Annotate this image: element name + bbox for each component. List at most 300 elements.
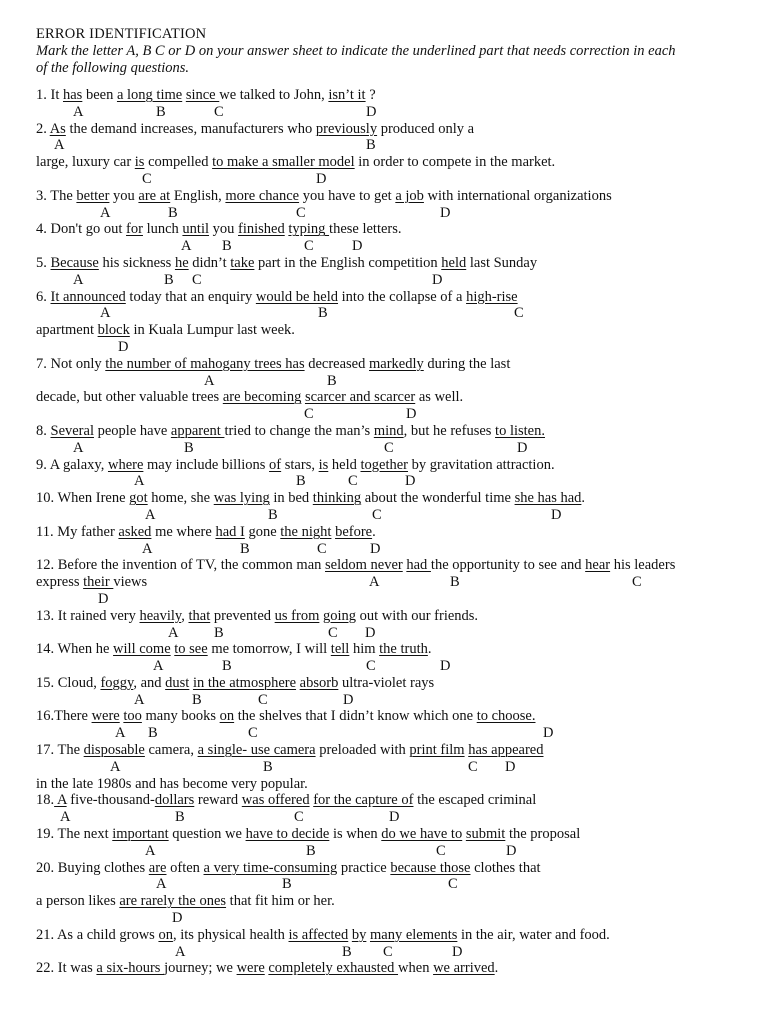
answer-letter-c: C	[294, 809, 304, 826]
answer-letters	[36, 574, 752, 591]
answer-letter-a: A	[369, 574, 380, 591]
answer-letter-a: A	[142, 540, 153, 557]
answer-letter-d: D	[406, 406, 417, 423]
question-18	[36, 792, 752, 809]
question-text: you	[209, 221, 239, 238]
answer-letter-c: C	[192, 271, 202, 288]
underlined-part: submit	[465, 826, 506, 843]
answer-letter-d: D	[440, 204, 451, 221]
answer-letter-a: A	[73, 103, 84, 120]
question-text: 8.	[36, 422, 51, 439]
answer-letter-d: D	[543, 725, 554, 742]
underlined-part: had	[406, 557, 431, 574]
question-text: may include billions	[143, 456, 270, 473]
answer-letter-d: D	[440, 658, 451, 675]
answer-letter-a: A	[204, 372, 215, 389]
answer-letter-a: A	[134, 691, 145, 708]
question-text: about the wonderful time	[361, 490, 515, 507]
answer-letter-c: C	[304, 406, 314, 423]
underlined-part: their	[83, 574, 114, 591]
underlined-part: a six-hours	[96, 960, 165, 977]
question-text: gone	[244, 523, 281, 540]
question-text: in order to compete in the market.	[354, 154, 556, 171]
answer-letters	[36, 272, 752, 289]
question-7	[36, 356, 752, 373]
answer-letter-c: C	[348, 473, 358, 490]
question-text: 20. Buying clothes	[36, 859, 149, 876]
underlined-part: a single- use camera	[197, 742, 316, 759]
answer-letters	[36, 625, 752, 642]
question-text: with international organizations	[423, 187, 612, 204]
question-text: into the collapse of a	[338, 288, 467, 305]
question-text: reward	[194, 792, 242, 809]
underlined-part: are	[148, 859, 167, 876]
question-12	[36, 557, 752, 574]
question-text: 10. When Irene	[36, 490, 130, 507]
answer-letter-c: C	[632, 574, 642, 591]
answer-letter-b: B	[184, 439, 194, 456]
answer-letter-c: C	[514, 305, 524, 322]
underlined-part: do we have to	[381, 826, 463, 843]
answer-letter-d: D	[98, 590, 109, 607]
answer-letter-d: D	[452, 943, 463, 960]
answer-letter-b: B	[175, 809, 185, 826]
question-text: in the air, water and food.	[457, 926, 610, 943]
answer-letter-b: B	[296, 473, 306, 490]
answer-letter-c: C	[296, 204, 306, 221]
question-text: the shelves that I didn’t know which one	[234, 708, 477, 725]
question-text: ?	[365, 87, 376, 103]
underlined-part: block	[97, 322, 130, 339]
underlined-part: on	[158, 926, 173, 943]
question-text: 17. The	[36, 742, 84, 759]
answer-letter-d: D	[389, 809, 400, 826]
underlined-part: foggy	[100, 674, 134, 691]
underlined-part: typing	[288, 221, 330, 238]
question-21	[36, 927, 752, 944]
question-text: decreased	[304, 355, 369, 372]
underlined-part: It announced	[50, 288, 126, 305]
answer-letter-b: B	[327, 372, 337, 389]
question-text: camera,	[144, 742, 198, 759]
answer-letter-c: C	[328, 624, 338, 641]
question-text: tried to change the man’s	[224, 422, 374, 439]
underlined-part: was lying	[213, 490, 270, 507]
underlined-part: got	[129, 490, 148, 507]
question-5	[36, 255, 752, 272]
question-text: large, luxury car	[36, 154, 135, 171]
underlined-part: for the capture of	[313, 792, 414, 809]
underlined-part: has appeared	[468, 742, 544, 759]
question-text: 1. It	[36, 87, 63, 103]
answer-letters	[36, 809, 752, 826]
underlined-part: a job	[395, 187, 424, 204]
answer-letters	[36, 725, 752, 742]
underlined-part: before	[335, 523, 373, 540]
answer-letter-a: A	[73, 271, 84, 288]
question-text: 3. The	[36, 187, 77, 204]
underlined-part: by	[351, 926, 367, 943]
question-text: , and	[133, 674, 166, 691]
answer-letter-d: D	[365, 624, 376, 641]
question-text: 11. My father	[36, 523, 119, 540]
underlined-part: As	[49, 120, 66, 137]
question-text: him	[349, 641, 380, 658]
underlined-part: had I	[215, 523, 245, 540]
question-text: produced only a	[377, 120, 475, 137]
question-text: the demand increases, manufacturers who	[65, 120, 316, 137]
question-text: 14. When he	[36, 641, 114, 658]
question-text: practice	[337, 859, 391, 876]
underlined-part: take	[230, 254, 255, 271]
answer-letter-d: D	[551, 506, 562, 523]
question-text	[36, 574, 147, 591]
answer-letter-a: A	[100, 305, 111, 322]
answer-letters	[36, 843, 752, 860]
underlined-part: hear	[585, 557, 611, 574]
underlined-part: high-rise	[466, 288, 518, 305]
question-text: ultra-violet rays	[338, 674, 435, 691]
underlined-part: has	[62, 87, 83, 103]
underlined-part: heavily	[139, 607, 182, 624]
question-text: often	[166, 859, 204, 876]
question-text: out with our friends.	[356, 607, 479, 624]
underlined-part: asked	[118, 523, 152, 540]
question-text: in bed	[269, 490, 313, 507]
underlined-part: was offered	[241, 792, 310, 809]
question-text: prevented	[210, 607, 275, 624]
underlined-part: dollars	[154, 792, 195, 809]
question-text: in Kuala Lumpur last week.	[129, 322, 295, 339]
question-text: views	[113, 574, 148, 591]
underlined-part: important	[112, 826, 169, 843]
underlined-part: would be held	[255, 288, 339, 305]
underlined-part: going	[323, 607, 357, 624]
answer-letter-d: D	[405, 473, 416, 490]
answer-letter-b: B	[268, 506, 278, 523]
underlined-part: to make a smaller model	[212, 154, 355, 171]
answer-letter-d: D	[343, 691, 354, 708]
answer-letter-b: B	[263, 758, 273, 775]
answer-letters	[36, 137, 752, 154]
answer-letter-d: D	[352, 238, 363, 255]
question-text: ,	[181, 607, 189, 624]
page-title: ERROR IDENTIFICATION	[36, 26, 207, 42]
question-20-cont	[36, 893, 752, 910]
answer-letter-c: C	[142, 170, 152, 187]
question-text: people have	[93, 422, 171, 439]
answer-letter-c: C	[448, 876, 458, 893]
question-text: held	[328, 456, 361, 473]
underlined-part: where	[107, 456, 144, 473]
question-14	[36, 641, 752, 658]
question-text: stars,	[281, 456, 319, 473]
underlined-part: absorb	[299, 674, 339, 691]
underlined-part: is	[134, 154, 145, 171]
answer-letter-d: D	[172, 910, 183, 927]
answer-letter-a: A	[168, 624, 179, 641]
answer-letter-b: B	[168, 204, 178, 221]
answer-letter-c: C	[248, 725, 258, 742]
answer-letter-c: C	[258, 691, 268, 708]
question-9	[36, 457, 752, 474]
underlined-part: the truth	[379, 641, 428, 658]
underlined-part: have to decide	[245, 826, 330, 843]
question-text: been	[82, 87, 117, 103]
answer-letters	[36, 876, 752, 893]
underlined-part: finished	[238, 221, 285, 238]
underlined-part: since	[185, 87, 220, 103]
underlined-part: were	[91, 708, 120, 725]
question-text: you	[109, 187, 139, 204]
answer-letters	[36, 759, 752, 776]
answer-letter-c: C	[384, 439, 394, 456]
question-3	[36, 188, 752, 205]
answer-letter-b: B	[156, 103, 166, 120]
question-20	[36, 860, 752, 877]
underlined-part: she has had	[514, 490, 582, 507]
question-text: 21. As a child grows	[36, 926, 159, 943]
underlined-part: print film	[409, 742, 465, 759]
underlined-part: the night	[280, 523, 332, 540]
answer-letter-a: A	[115, 725, 126, 742]
answer-letter-c: C	[436, 842, 446, 859]
question-text: , its physical health	[172, 926, 289, 943]
answer-letter-a: A	[145, 506, 156, 523]
underlined-part: completely exhausted	[268, 960, 399, 977]
question-1	[36, 87, 752, 104]
question-text: 4. Don't go out	[36, 221, 127, 238]
question-list	[36, 87, 752, 977]
underlined-part: were	[236, 960, 265, 977]
answer-letters	[36, 238, 752, 255]
underlined-part: will come	[113, 641, 171, 658]
question-text: is when	[329, 826, 382, 843]
question-8	[36, 423, 752, 440]
answer-letter-c: C	[468, 758, 478, 775]
question-text: 19. The next	[36, 826, 113, 843]
underlined-part: better	[76, 187, 110, 204]
question-text: as well.	[415, 389, 464, 406]
answer-letters	[36, 171, 752, 188]
answer-letter-b: B	[306, 842, 316, 859]
underlined-part: together	[360, 456, 409, 473]
question-19	[36, 826, 752, 843]
answer-letters	[36, 473, 752, 490]
question-16	[36, 708, 752, 725]
answer-letter-b: B	[282, 876, 292, 893]
underlined-part: Because	[50, 254, 99, 271]
underlined-part: a long time	[116, 87, 183, 103]
question-text: 16.There	[36, 708, 92, 725]
question-6	[36, 289, 752, 306]
question-text: journey; we	[164, 960, 237, 977]
underlined-part: markedly	[369, 355, 424, 372]
underlined-part: is affected	[288, 926, 349, 943]
answer-letter-b: B	[214, 624, 224, 641]
underlined-part: many elements	[369, 926, 458, 943]
answer-letter-a: A	[156, 876, 167, 893]
underlined-part: are at	[138, 187, 171, 204]
answer-letters	[36, 373, 752, 390]
question-text: didn’t	[188, 254, 231, 271]
answer-letter-b: B	[222, 658, 232, 675]
answer-letters	[36, 104, 752, 121]
question-text: 7. Not only	[36, 355, 106, 372]
underlined-part: for	[126, 221, 143, 238]
question-text: his sickness	[98, 254, 175, 271]
underlined-part: isn’t it	[328, 87, 366, 103]
answer-letters	[36, 692, 752, 709]
underlined-part: are rarely the ones	[119, 893, 227, 910]
question-text: when	[398, 960, 434, 977]
question-7-cont	[36, 389, 752, 406]
answer-letters	[36, 944, 752, 961]
answer-letter-a: A	[175, 943, 186, 960]
underlined-part: A	[54, 792, 67, 809]
answer-letter-d: D	[506, 842, 517, 859]
answer-letters	[36, 591, 752, 608]
worksheet	[36, 26, 752, 977]
answer-letter-c: C	[366, 658, 376, 675]
underlined-part: disposable	[83, 742, 145, 759]
question-text: today that an enquiry	[125, 288, 256, 305]
instructions	[36, 43, 752, 77]
answer-letter-c: C	[383, 943, 393, 960]
answer-letter-d: D	[366, 103, 377, 120]
answer-letter-d: D	[432, 271, 443, 288]
question-text: 5.	[36, 254, 51, 271]
question-text: 9. A galaxy,	[36, 456, 108, 473]
question-text: clothes that	[470, 859, 541, 876]
underlined-part: on	[219, 708, 235, 725]
answer-letter-b: B	[164, 271, 174, 288]
question-text: preloaded with	[315, 742, 410, 759]
instructions-line-1: Mark the letter A, B C or D on your answer sheet to indicate the underlined part that needs correction in each	[36, 43, 676, 59]
underlined-part: of	[269, 456, 282, 473]
underlined-part: he	[174, 254, 189, 271]
underlined-part: mind	[373, 422, 404, 439]
answer-letters	[36, 910, 752, 927]
question-text: in the late 1980s and has become very popular.	[36, 775, 308, 792]
underlined-part: thinking	[312, 490, 362, 507]
question-22	[36, 960, 752, 977]
question-17	[36, 742, 752, 759]
underlined-part: us from	[274, 607, 320, 624]
underlined-part: we arrived	[433, 960, 495, 977]
answer-letter-a: A	[110, 758, 121, 775]
underlined-part: held	[441, 254, 467, 271]
question-text: that fit him or her.	[226, 893, 335, 910]
question-text: you have to get	[299, 187, 396, 204]
answer-letter-a: A	[153, 658, 164, 675]
underlined-part: to listen.	[495, 422, 545, 439]
question-4	[36, 221, 752, 238]
question-text: during the last	[423, 355, 511, 372]
answer-letter-b: B	[148, 725, 158, 742]
answer-letter-c: C	[304, 238, 314, 255]
underlined-part: are becoming	[222, 389, 302, 406]
question-text: the escaped criminal	[413, 792, 537, 809]
question-text: express	[36, 574, 84, 591]
question-text: me tomorrow, I will	[207, 641, 331, 658]
answer-letters	[36, 507, 752, 524]
question-text: last Sunday	[466, 254, 538, 271]
question-text: 13. It rained very	[36, 607, 140, 624]
answer-letters	[36, 339, 752, 356]
answer-letter-a: A	[145, 842, 156, 859]
answer-letter-a: A	[181, 238, 192, 255]
question-text: apartment	[36, 322, 98, 339]
answer-letter-d: D	[517, 439, 528, 456]
underlined-part: dust	[165, 674, 190, 691]
question-text: compelled	[144, 154, 213, 171]
question-text: 12. Before the invention of TV, the common man	[36, 557, 326, 574]
underlined-part: to see	[174, 641, 208, 658]
answer-letters	[36, 440, 752, 457]
answer-letter-b: B	[366, 137, 376, 154]
question-text: these letters.	[329, 221, 402, 238]
answer-letters	[36, 305, 752, 322]
question-text: 6.	[36, 288, 51, 305]
answer-letter-c: C	[372, 506, 382, 523]
question-6-cont	[36, 322, 752, 339]
answer-letters	[36, 658, 752, 675]
underlined-part: scarcer and scarcer	[304, 389, 416, 406]
question-15	[36, 675, 752, 692]
question-11	[36, 524, 752, 541]
question-text: question we	[168, 826, 246, 843]
question-text: the opportunity to see and	[430, 557, 586, 574]
question-text: 22. It was	[36, 960, 97, 977]
answer-letter-d: D	[118, 338, 129, 355]
question-text: by gravitation attraction.	[408, 456, 555, 473]
underlined-part: seldom never	[325, 557, 403, 574]
question-text: me where	[151, 523, 216, 540]
question-17-cont	[36, 776, 752, 793]
answer-letter-d: D	[370, 540, 381, 557]
question-text: English,	[170, 187, 226, 204]
question-text: many books	[141, 708, 220, 725]
question-text: 2.	[36, 120, 50, 137]
question-text: .	[494, 960, 499, 977]
answer-letter-b: B	[450, 574, 460, 591]
question-text: five-thousand-	[66, 792, 155, 809]
question-2-cont	[36, 154, 752, 171]
underlined-part: in the atmosphere	[192, 674, 297, 691]
question-text: a person likes	[36, 893, 120, 910]
underlined-part: too	[123, 708, 142, 725]
question-text: lunch	[142, 221, 183, 238]
underlined-part: previously	[315, 120, 378, 137]
question-10	[36, 490, 752, 507]
instructions-line-2: of the following questions.	[36, 60, 190, 76]
question-text: 15. Cloud,	[36, 674, 101, 691]
answer-letter-a: A	[100, 204, 111, 221]
answer-letter-b: B	[342, 943, 352, 960]
answer-letter-a: A	[60, 809, 71, 826]
underlined-part: more chance	[225, 187, 300, 204]
question-text: .	[581, 490, 586, 507]
question-text: part in the English competition	[254, 254, 442, 271]
question-text: decade, but other valuable trees	[36, 389, 223, 406]
question-text: .	[427, 641, 432, 658]
question-text: home, she	[147, 490, 214, 507]
answer-letter-a: A	[54, 137, 65, 154]
answer-letter-b: B	[192, 691, 202, 708]
question-text: .	[372, 523, 376, 540]
answer-letters	[36, 205, 752, 222]
